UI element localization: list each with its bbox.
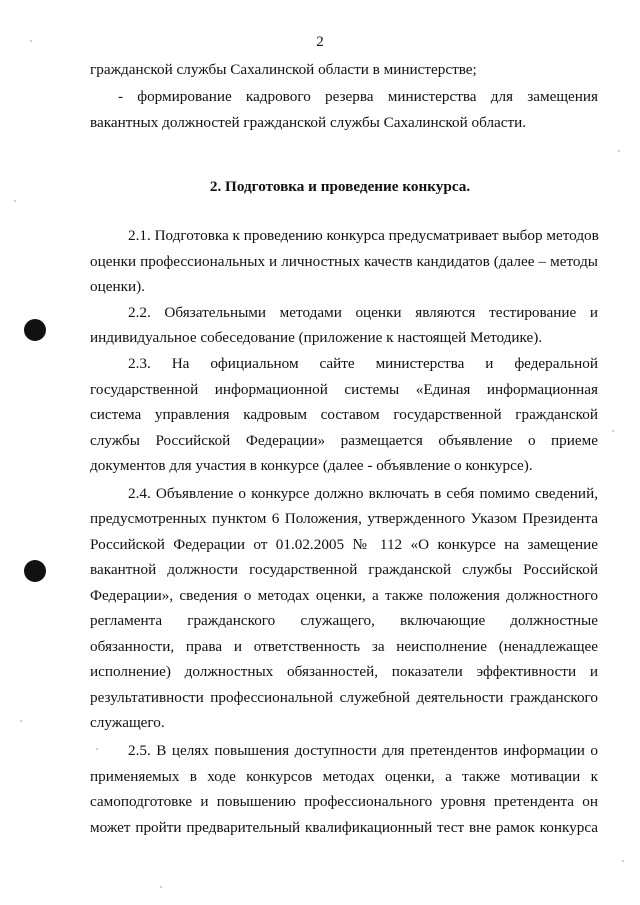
paragraph-line: результативности профессиональной служебной деятельности гражданского (90, 689, 598, 706)
paragraph-line: служащего. (90, 714, 165, 731)
paragraph-line: 2.3. На официальном сайте министерства и федеральной (128, 355, 598, 372)
paragraph-line: оценки профессиональных и личностных качеств кандидатов (далее – методы (90, 253, 598, 270)
intro-line: гражданской службы Сахалинской области в министерстве; (90, 61, 477, 78)
scan-speck (96, 748, 98, 750)
paragraph-line: государственной информационной системы «Единая информационная (90, 381, 598, 398)
paragraph-line: 2.2. Обязательными методами оценки являются тестирование и (128, 304, 598, 321)
scan-speck (20, 720, 22, 722)
page-number: 2 (316, 34, 324, 50)
paragraph-line: индивидуальное собеседование (приложение к настоящей Методике). (90, 329, 543, 346)
paragraph-line: 2.1. Подготовка к проведению конкурса предусматривает выбор методов (128, 227, 599, 244)
paragraph-line: самоподготовке и повышению профессионального уровня претендента он (90, 793, 598, 810)
scan-speck (612, 430, 614, 432)
paragraph-line: оценки). (90, 278, 145, 295)
scan-speck (622, 860, 624, 862)
paragraph-line: может пройти предварительный квалификационный тест вне рамок конкурса (90, 819, 598, 836)
scan-speck (30, 40, 32, 42)
paragraph-line: регламента гражданского служащего, включающие должностные (90, 612, 598, 629)
paragraph-line: документов для участия в конкурсе (далее - объявление о конкурсе). (90, 457, 533, 474)
paragraph-line: обязанности, права и ответственность за неисполнение (ненадлежащее (90, 638, 598, 655)
punch-hole (24, 319, 46, 341)
paragraph-line: применяемых в ходе конкурсов методах оценки, а также мотивации к (90, 768, 598, 785)
scan-speck (160, 886, 162, 888)
section-heading: 2. Подготовка и проведение конкурса. (209, 178, 471, 195)
paragraph-line: 2.5. В целях повышения доступности для претендентов информации о (128, 742, 598, 759)
punch-hole (24, 560, 46, 582)
scan-speck (14, 200, 16, 202)
intro-line: - формирование кадрового резерва министерства для замещения (118, 88, 598, 105)
paragraph-line: исполнение) должностных обязанностей, показатели эффективности и (90, 663, 598, 680)
paragraph-line: службы Российской Федерации» размещается объявление о приеме (90, 432, 598, 449)
scan-speck (618, 150, 620, 152)
paragraph-line: Федерации», сведения о методах оценки, а также положения должностного (90, 587, 598, 604)
intro-line: вакантных должностей гражданской службы Сахалинской области. (90, 114, 527, 131)
paragraph-line: система управления кадровым составом государственной гражданской (90, 406, 598, 423)
paragraph-line: вакантной должности государственной гражданской службы Российской (90, 561, 598, 578)
paragraph-line: предусмотренных пунктом 6 Положения, утвержденного Указом Президента (90, 510, 598, 527)
paragraph-line: 2.4. Объявление о конкурсе должно включать в себя помимо сведений, (128, 485, 598, 502)
paragraph-line: Российской Федерации от 01.02.2005 № 112 «О конкурсе на замещение (90, 536, 598, 553)
